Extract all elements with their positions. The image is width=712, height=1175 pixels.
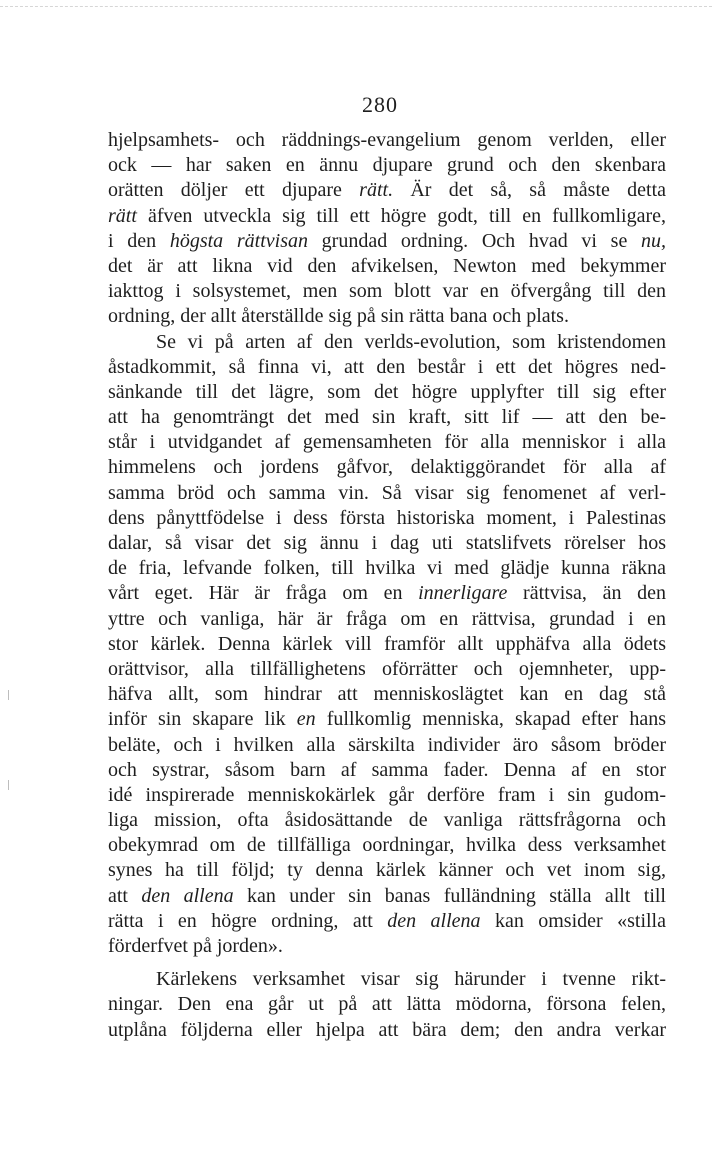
text-line — [108, 455, 666, 480]
text-segment: kan omsider «stilla — [480, 909, 666, 932]
text-segment: rättvisa, än den — [507, 582, 667, 605]
text-line — [108, 481, 666, 506]
text-line — [108, 128, 666, 153]
text-line — [108, 808, 666, 833]
italic-emphasis: den allena — [141, 884, 234, 907]
text-line — [108, 405, 666, 430]
text-line — [108, 178, 666, 203]
text-segment: häfva allt, som hindrar att menniskoslägtet kan en dag stå — [108, 683, 666, 706]
text-segment: ock — har saken en ännu djupare grund och den skenbara — [108, 154, 666, 177]
text-line — [108, 934, 666, 959]
text-line — [108, 304, 666, 329]
text-line — [108, 430, 666, 455]
text-segment: liga mission, ofta åsidosättande de vanliga rättsfrågorna och — [108, 809, 666, 832]
text-line — [108, 884, 666, 909]
text-segment: Se vi på arten af den verlds-evolution, som kristendomen — [156, 330, 666, 353]
text-segment: åstadkommit, så finna vi, att den består i ett det högres ned- — [108, 355, 666, 378]
text-line — [108, 733, 666, 758]
text-segment: i den — [108, 229, 170, 252]
text-line — [108, 581, 666, 606]
text-segment: himmelens och jordens gåfvor, delaktiggörandet för alla af — [108, 456, 666, 479]
text-line — [108, 531, 666, 556]
italic-emphasis: nu, — [641, 229, 667, 252]
text-segment: att ha genomträngt det med sin kraft, sitt lif — att den be- — [108, 406, 666, 429]
text-line — [108, 657, 666, 682]
text-line — [108, 229, 666, 254]
text-line — [108, 682, 666, 707]
text-line — [108, 1018, 666, 1043]
text-line — [108, 992, 666, 1017]
margin-mark — [8, 780, 9, 790]
text-segment: sänkande till det lägre, som det högre upplyfter till sig efter — [108, 380, 666, 403]
text-line — [108, 632, 666, 657]
italic-emphasis: innerligare — [418, 582, 508, 605]
text-segment: förderfvet på jorden». — [108, 935, 283, 957]
italic-emphasis: högsta rättvisan — [169, 229, 308, 252]
text-segment: idé inspirerade menniskokärlek går derföre fram i sin gudom- — [108, 783, 666, 806]
text-segment: orätten döljer ett djupare — [108, 179, 360, 202]
text-segment: samma bröd och samma vin. Så visar sig fenomenet af verl- — [108, 481, 666, 504]
text-line — [108, 330, 666, 355]
italic-emphasis: rätt. — [359, 179, 394, 202]
italic-emphasis: rätt — [108, 204, 137, 227]
margin-mark — [8, 690, 9, 700]
text-segment: Kärlekens verksamhet visar sig härunder i tvenne rikt- — [156, 968, 666, 991]
text-segment: äfven utveckla sig till ett högre godt, till en fullkomligare, — [136, 204, 666, 227]
text-line — [108, 556, 666, 581]
text-line — [108, 355, 666, 380]
page-number: 280 — [362, 92, 398, 117]
body-text — [108, 128, 666, 1043]
text-segment: och systrar, såsom barn af samma fader. Denna af en stor — [108, 758, 666, 781]
text-line — [108, 707, 666, 732]
text-segment: står i utvidgandet af gemensamheten för alla menniskor i alla — [108, 431, 666, 454]
text-segment: ningar. Den ena går ut på att lätta mödorna, försona felen, — [108, 993, 666, 1016]
text-segment: ordning, der allt återställde sig på sin rätta bana och plats. — [108, 305, 569, 328]
text-segment: synes ha till följd; ty denna kärlek känner och vet inom sig, — [108, 859, 666, 882]
text-segment: grundad ordning. Och hvad vi se — [307, 229, 642, 252]
text-segment: obekymrad om de tillfälliga oordningar, hvilka dess verksamhet — [108, 834, 666, 857]
text-segment: utplåna följderna eller hjelpa att bära dem; den andra verkar — [108, 1018, 666, 1041]
text-segment: orättvisor, alla tillfällighetens oförrätter och ojemnheter, upp- — [108, 657, 666, 680]
text-line — [108, 967, 666, 992]
text-line — [108, 254, 666, 279]
text-segment: de fria, lefvande folken, till hvilka vi med glädje kunna räkna — [108, 557, 666, 580]
text-segment: rätta i en högre ordning, att — [108, 909, 388, 932]
text-line — [108, 506, 666, 531]
text-line — [108, 858, 666, 883]
text-segment: dens pånyttfödelse i dess första historiska moment, i Palestinas — [108, 506, 666, 529]
text-line — [108, 607, 666, 632]
text-segment: fullkomlig menniska, skapad efter hans — [315, 708, 667, 731]
text-segment: dalar, så visar det sig ännu i dag uti statslifvets rörelser hos — [108, 532, 666, 554]
text-segment: iakttog i solsystemet, men som blott var en öfvergång till den — [108, 280, 666, 303]
text-line — [108, 909, 666, 934]
text-segment: det är att likna vid den afvikelsen, Newton med bekymmer — [108, 254, 666, 277]
paragraph-spacer — [108, 959, 666, 967]
italic-emphasis: den allena — [387, 909, 481, 932]
italic-emphasis: en — [296, 708, 316, 731]
text-line — [108, 758, 666, 783]
text-segment: vårt eget. Här är fråga om en — [108, 582, 419, 605]
text-line — [108, 380, 666, 405]
text-line — [108, 204, 666, 229]
text-line — [108, 153, 666, 178]
text-segment: kan under sin banas fulländning ställa allt till — [233, 884, 666, 907]
text-segment: yttre och vanliga, här är fråga om en rättvisa, grundad i en — [108, 607, 666, 630]
text-segment: inför sin skapare lik — [108, 708, 297, 731]
text-segment: beläte, och i hvilken alla särskilta individer äro såsom bröder — [108, 733, 666, 756]
text-segment: stor kärlek. Denna kärlek vill framför allt upphäfva alla ödets — [108, 632, 666, 655]
text-segment: att — [108, 884, 142, 907]
text-line — [108, 783, 666, 808]
text-line — [108, 833, 666, 858]
text-segment: hjelpsamhets- och räddnings-evangelium genom verlden, eller — [108, 129, 666, 151]
text-segment: Är det så, så måste detta — [393, 179, 666, 202]
text-line — [108, 279, 666, 304]
scan-edge-line — [0, 6, 712, 7]
